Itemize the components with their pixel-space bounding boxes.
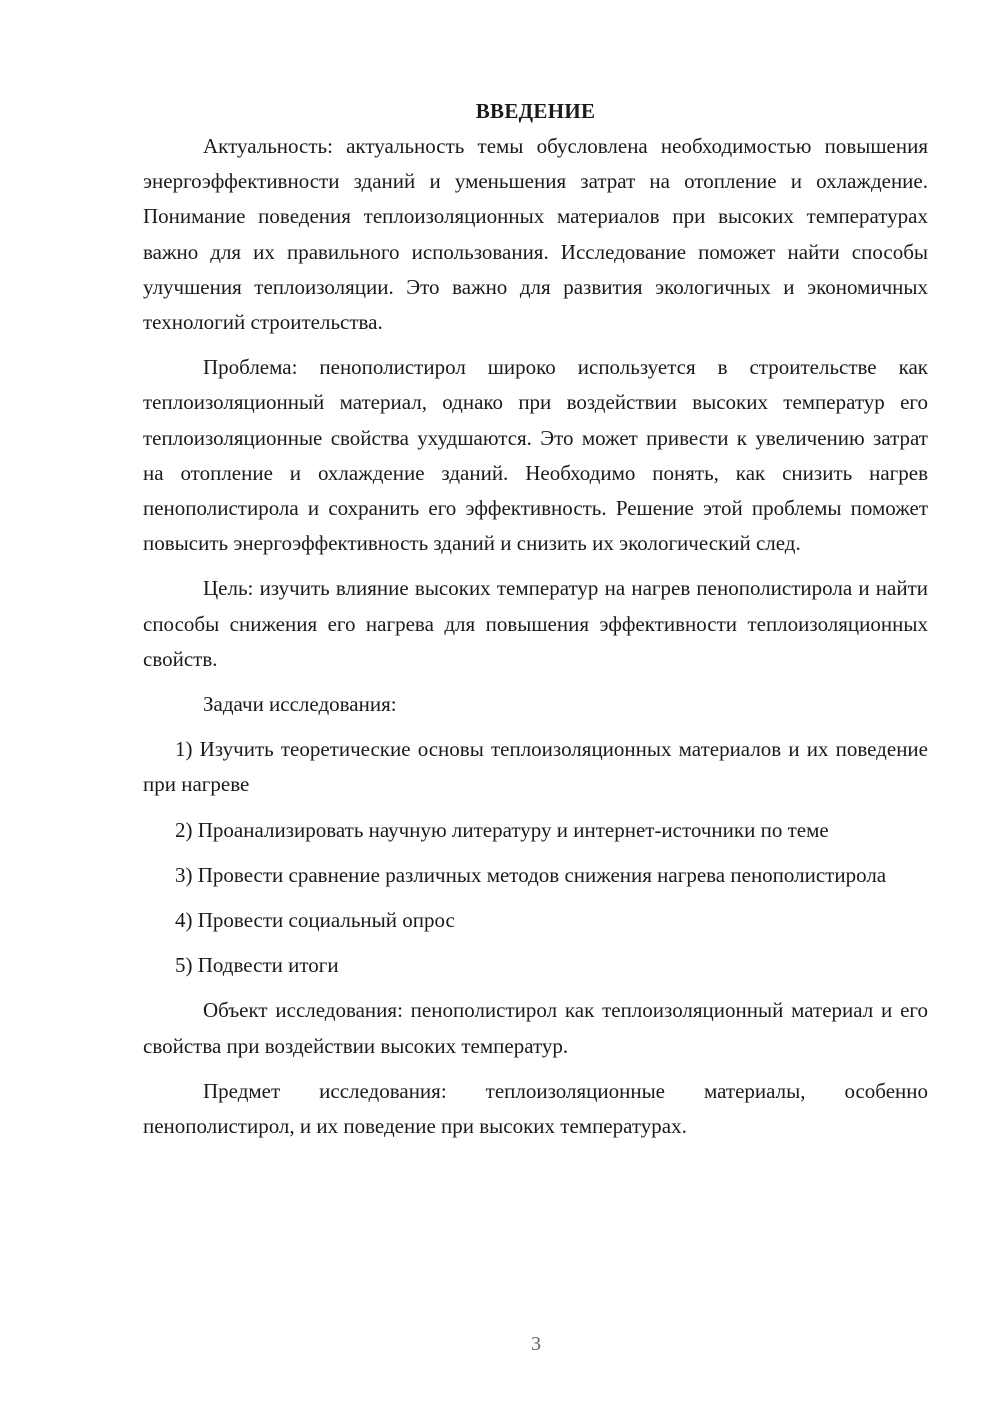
task-item-5: 5) Подвести итоги xyxy=(175,953,339,978)
document-page xyxy=(143,96,928,1154)
task-item-2: 2) Проанализировать научную литературу и интернет-источники по теме xyxy=(175,817,829,842)
tasks-heading: Задачи исследования: xyxy=(203,692,397,717)
goal-paragraph: Цель: изучить влияние высоких температур на нагрев пенополистирола и найти способы снижения его нагрева для повышения эффективности теплоизоляционных свойств. xyxy=(143,576,928,671)
page-number: 3 xyxy=(531,1333,541,1355)
subject-paragraph: Предмет исследования: теплоизоляционные материалы, особенно пенополистирол, и их поведение при высоких температурах. xyxy=(143,1078,928,1139)
task-item-4: 4) Провести социальный опрос xyxy=(175,908,455,933)
section-title: ВВЕДЕНИЕ xyxy=(475,99,596,123)
object-paragraph: Объект исследования: пенополистирол как теплоизоляционный материал и его свойства при воздействии высоких температур. xyxy=(143,998,928,1058)
task-item-1: 1) Изучить теоретические основы теплоизоляционных материалов и их поведение при нагреве xyxy=(143,737,928,797)
problem-paragraph: Проблема: пенополистирол широко используется в строительстве как теплоизоляционный материал, однако при воздействии высоких температур его теплоизоляционные свойства ухудшаются. Это может привести к увеличению затрат на отопление и охлаждение зданий. Необходимо понять, как снизить нагрев пенополистирола и сохранить его эффективность. Решение этой проблемы поможет повысить энергоэффективность зданий и снизить их экологический след. xyxy=(143,355,928,556)
relevance-paragraph: Актуальность: актуальность темы обусловлена необходимостью повышения энергоэффективности зданий и уменьшения затрат на отопление и охлаждение. Понимание поведения теплоизоляционных материалов при высоких температурах важно для их правильного использования. Исследование поможет найти способы улучшения теплоизоляции. Это важно для развития экологичных и экономичных технологий строительства. xyxy=(143,134,928,335)
task-item-3: 3) Провести сравнение различных методов снижения нагрева пенополистирола xyxy=(175,862,887,887)
